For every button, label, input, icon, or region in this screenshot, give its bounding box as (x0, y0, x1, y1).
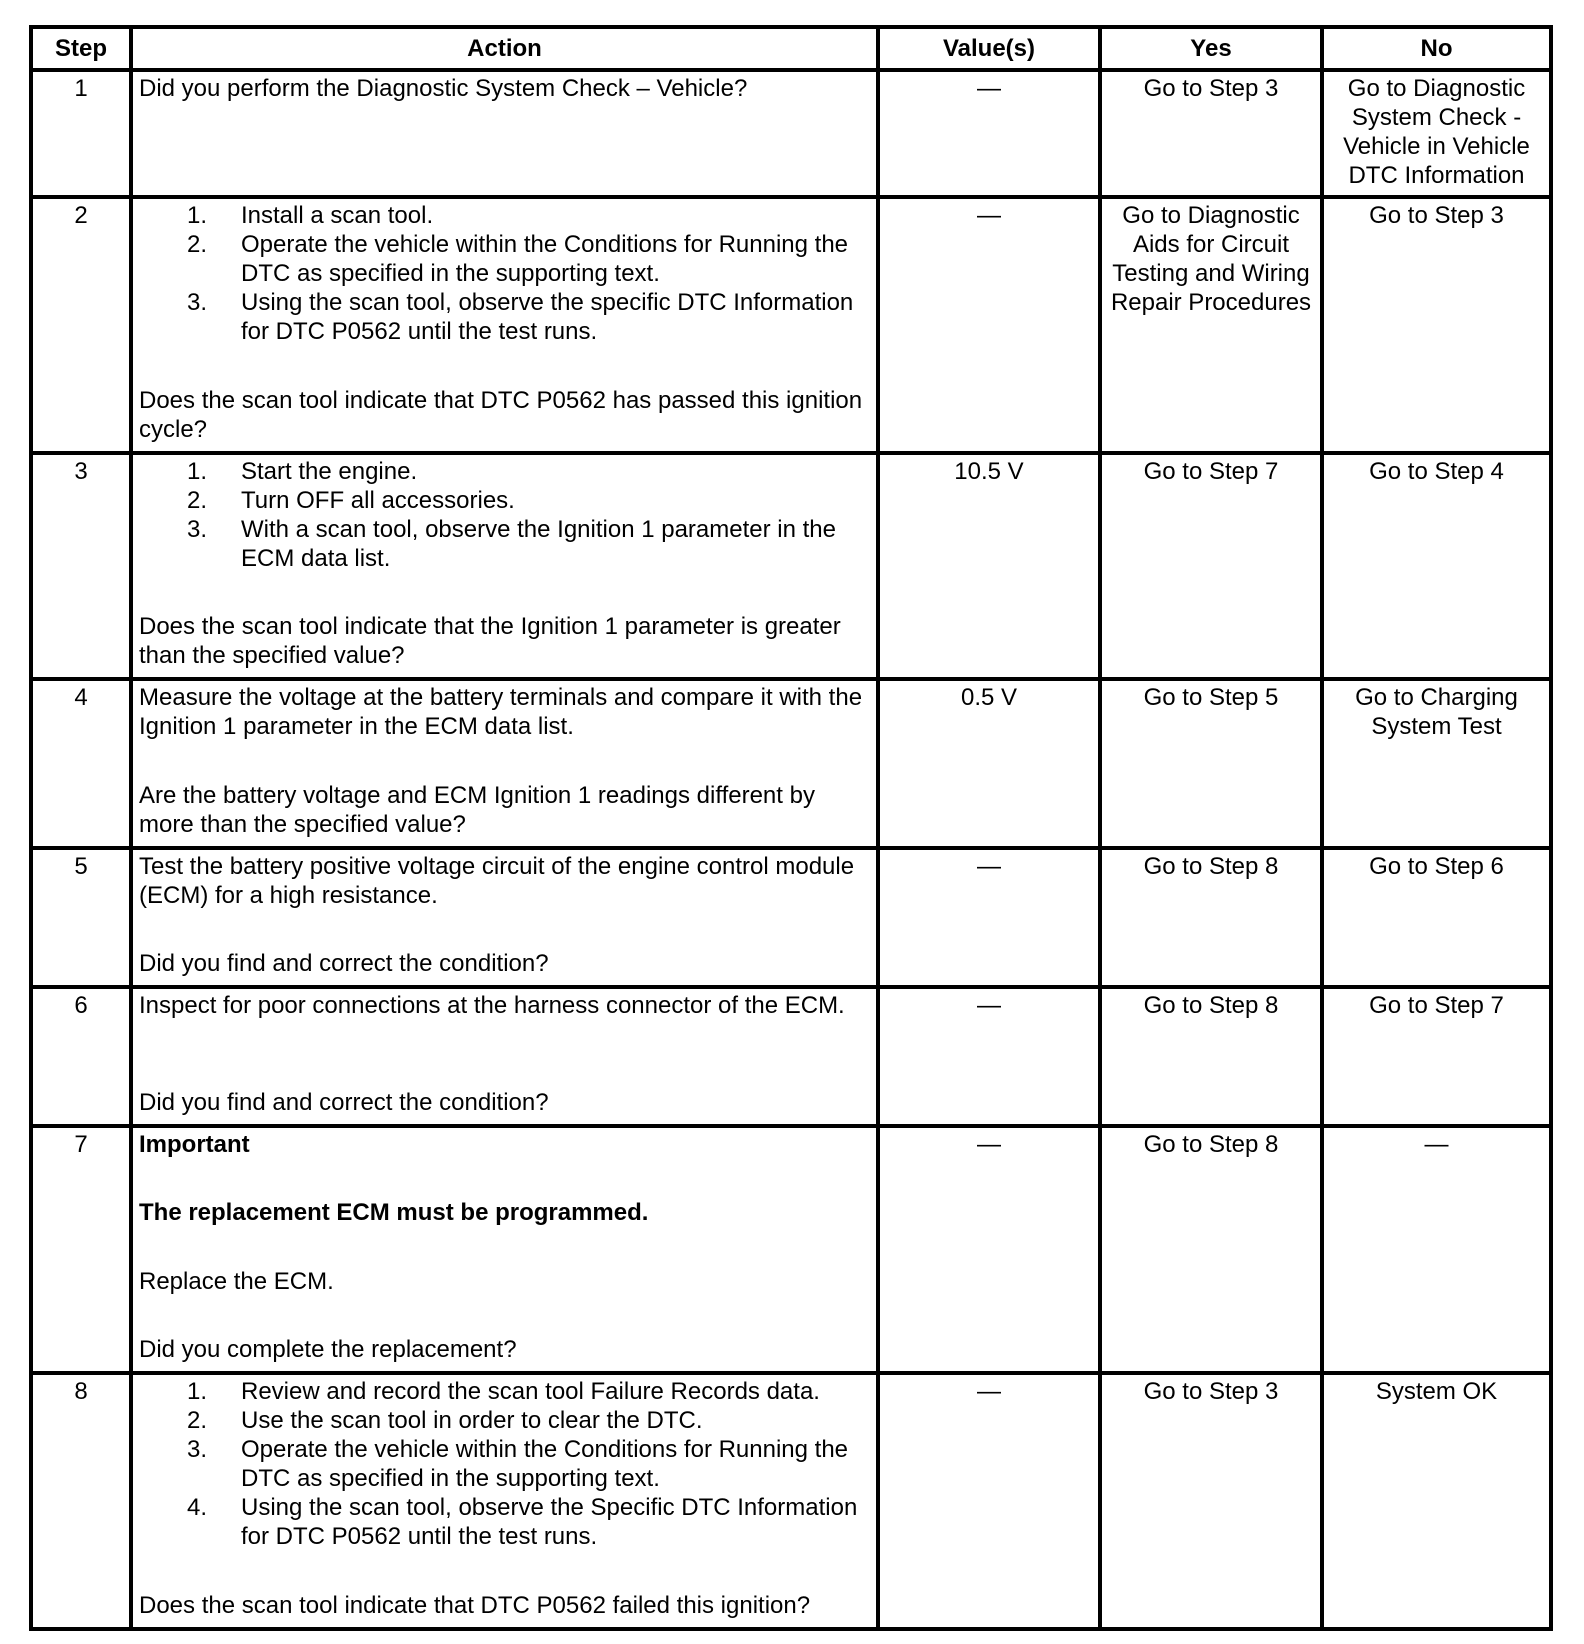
header-row (31, 27, 1551, 70)
step-number: 6 (31, 987, 131, 1126)
action-text: Measure the voltage at the battery terminals and compare it with the Ignition 1 parameter in the ECM data list. (139, 684, 863, 740)
list-item: 2. Turn OFF all accessories. (187, 487, 515, 514)
action-question: Does the scan tool indicate that DTC P0562 failed this ignition? (139, 1592, 811, 1619)
step-number: 2 (31, 197, 131, 453)
table-row (31, 1373, 1551, 1629)
diagnostic-table (29, 25, 1553, 1631)
action-question: Does the scan tool indicate that DTC P0562 has passed this ignition cycle? (139, 387, 863, 443)
action-cell (131, 987, 878, 1126)
no-cell: Go to Charging System Test (1322, 679, 1551, 848)
action-text: Did you perform the Diagnostic System Check – Vehicle? (139, 75, 748, 102)
no-cell: Go to Step 4 (1322, 453, 1551, 679)
action-cell (131, 679, 878, 848)
action-text: Test the battery positive voltage circuit of the engine control module (ECM) for a high resistance. (139, 853, 855, 909)
no-cell: System OK (1322, 1373, 1551, 1629)
table-row (31, 848, 1551, 987)
no-cell: Go to Step 3 (1322, 197, 1551, 453)
action-text: Inspect for poor connections at the harness connector of the ECM. (139, 992, 845, 1019)
action-cell (131, 70, 878, 197)
action-list (139, 201, 870, 346)
step-number: 5 (31, 848, 131, 987)
important-heading: Important (139, 1131, 250, 1158)
yes-cell: Go to Step 8 (1100, 987, 1322, 1126)
table-row (31, 1126, 1551, 1373)
table-row (31, 197, 1551, 453)
step-number: 8 (31, 1373, 131, 1629)
list-item: 3. Using the scan tool, observe the specific DTC Information for DTC P0562 until the test runs. (187, 289, 854, 345)
table-row (31, 453, 1551, 679)
yes-cell: Go to Step 7 (1100, 453, 1322, 679)
no-cell: Go to Step 6 (1322, 848, 1551, 987)
list-item: 1. Review and record the scan tool Failure Records data. (187, 1378, 820, 1405)
action-list (139, 1377, 870, 1551)
value-cell: — (878, 987, 1100, 1126)
value-cell: — (878, 1126, 1100, 1373)
action-question: Did you find and correct the condition? (139, 950, 549, 977)
header-action: Action (131, 27, 878, 70)
no-cell: — (1322, 1126, 1551, 1373)
table-row (31, 679, 1551, 848)
list-item: 1. Install a scan tool. (187, 202, 434, 229)
action-question: Did you find and correct the condition? (139, 1089, 549, 1116)
value-cell: — (878, 1373, 1100, 1629)
step-number: 7 (31, 1126, 131, 1373)
table-row (31, 70, 1551, 197)
table-row (31, 987, 1551, 1126)
action-question: Are the battery voltage and ECM Ignition 1 readings different by more than the specified value? (139, 782, 815, 838)
action-list (139, 457, 870, 573)
yes-cell: Go to Step 8 (1100, 848, 1322, 987)
yes-cell: Go to Step 8 (1100, 1126, 1322, 1373)
list-item: 1. Start the engine. (187, 458, 418, 485)
yes-cell: Go to Step 3 (1100, 1373, 1322, 1629)
action-cell (131, 848, 878, 987)
list-item: 3. Operate the vehicle within the Conditions for Running the DTC as specified in the supporting text. (187, 1436, 849, 1492)
action-cell (131, 453, 878, 679)
step-number: 3 (31, 453, 131, 679)
no-cell: Go to Step 7 (1322, 987, 1551, 1126)
value-cell: — (878, 70, 1100, 197)
action-text: Replace the ECM. (139, 1267, 334, 1295)
header-values: Value(s) (878, 27, 1100, 70)
action-cell (131, 197, 878, 453)
step-number: 1 (31, 70, 131, 197)
value-cell: 10.5 V (878, 453, 1100, 679)
value-cell: 0.5 V (878, 679, 1100, 848)
important-notice: The replacement ECM must be programmed. (139, 1199, 649, 1227)
no-cell: Go to Diagnostic System Check - Vehicle in Vehicle DTC Information (1322, 70, 1551, 197)
action-cell (131, 1126, 878, 1373)
yes-cell: Go to Step 3 (1100, 70, 1322, 197)
list-item: 2. Operate the vehicle within the Conditions for Running the DTC as specified in the supporting text. (187, 231, 849, 287)
action-question: Did you complete the replacement? (139, 1335, 517, 1363)
list-item: 4. Using the scan tool, observe the Specific DTC Information for DTC P0562 until the test runs. (187, 1494, 858, 1550)
yes-cell: Go to Diagnostic Aids for Circuit Testing and Wiring Repair Procedures (1100, 197, 1322, 453)
header-no: No (1322, 27, 1551, 70)
value-cell: — (878, 197, 1100, 453)
yes-cell: Go to Step 5 (1100, 679, 1322, 848)
value-cell: — (878, 848, 1100, 987)
action-cell (131, 1373, 878, 1629)
action-question: Does the scan tool indicate that the Ignition 1 parameter is greater than the specified value? (139, 613, 841, 669)
list-item: 2. Use the scan tool in order to clear the DTC. (187, 1407, 703, 1434)
header-yes: Yes (1100, 27, 1322, 70)
header-step: Step (31, 27, 131, 70)
list-item: 3. With a scan tool, observe the Ignition 1 parameter in the ECM data list. (187, 516, 836, 572)
step-number: 4 (31, 679, 131, 848)
